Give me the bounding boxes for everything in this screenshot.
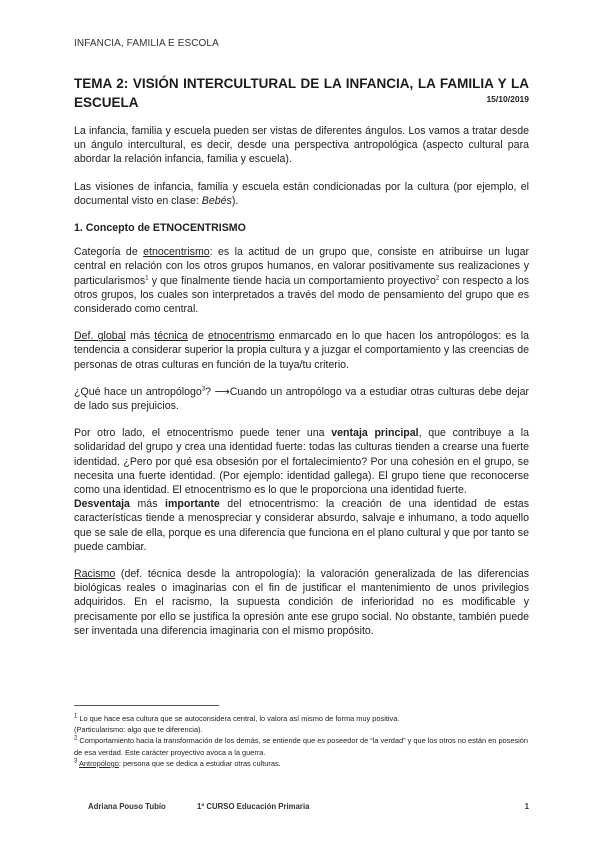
footnotes [74, 713, 529, 769]
advantage-paragraph [74, 426, 529, 497]
disadvantage-label: Desventaja [74, 498, 130, 511]
disadvantage-important: importante [165, 498, 220, 511]
footer-course: 1º CURSO Educación Primaria [197, 802, 310, 811]
page-number: 1 [524, 802, 529, 811]
footnote-2-text: Comportamiento hacia la transformación de los demás, se entiende que es poseedor de “la verdad” y que los otros no están en posesión de esa verdad. Este carácter proyectivo avoca a la guerra. [74, 736, 529, 757]
disadvantage-text-mas: más [129, 498, 166, 511]
racism-text: (def. técnica desde la antropología): la valoración generalizada de las diferencias biológicas reales o imaginarias con el fin de justificar el mantenimiento de unos privilegios adquiridos. En el racismo, la supuesta condición de inferioridad no es modificable y precisamente por ello se justifica la opresión ante ese grupo social. No obstante, también puede ser inventada una diferencia imaginaria con el mismo propósito. [74, 568, 529, 637]
footnote-1-text: Lo que hace esa cultura que se autoconsidera central, lo valora así mismo de forma muy positiva. [77, 714, 400, 723]
intro-paragraph-2-end: ). [231, 194, 239, 207]
title-block [74, 74, 529, 112]
document-body [74, 124, 529, 651]
category-text-a: Categoría de [74, 246, 144, 259]
category-text-c: y que finalmente tiende hacia un comportamiento proyectivo [148, 274, 436, 287]
category-text-b: : es la actitud de un grupo que, consiste en atribuirse un lugar central en relación con los otros grupos humanos, en valorar positivamente sus realizaciones y particularismos [74, 246, 529, 287]
advantage-text-a: Por otro lado, el etnocentrismo puede tener una [74, 427, 332, 440]
disadvantage-paragraph [74, 497, 529, 554]
footnote-2 [74, 735, 529, 757]
category-term: etnocentrismo [143, 246, 210, 259]
definition-text: enmarcado en lo que hacen los antropólogos: es la tendencia a considerar superior la propia cultura y a juzgar el comportamiento y las creencias de personas de otras culturas en función de la tuya/tu criterio. [74, 330, 529, 371]
category-text-d: con respecto a los otros grupos, los cuales son interpretados a través del modo de pensamiento del grupo que es considerado como central. [74, 274, 530, 316]
definition-text-de: de [187, 330, 209, 343]
definition-technical: técnica [154, 330, 188, 343]
footnote-3 [74, 758, 529, 769]
intro-paragraph-2 [74, 180, 529, 208]
advantage-label: ventaja principal [331, 427, 419, 440]
footnote-separator [74, 705, 219, 706]
definition-text-mas: más [125, 330, 155, 343]
question-text-b: ? ⟶Cuando un antropólogo va a estudiar otras culturas debe dejar de lado sus prejuicios. [74, 385, 529, 413]
definition-label: Def. global [74, 330, 126, 343]
running-header: INFANCIA, FAMILIA E ESCOLA [74, 38, 219, 49]
advantage-text-b: , que contribuye a la solidaridad del grupo y crea una identidad fuerte: todas las culturas tienden a crearse una fuerte identidad. ¿Pero por qué esa obsesión por el fortalecimiento? Por una cohesión en el grupo, se necesita una fuerte identidad. (Por ejemplo: identidad gallega). El grupo tiene que reconocerse como una identidad. El etnocentrismo es lo que le proporciona una identidad fuerte. [74, 427, 530, 497]
footer-author: Adriana Pouso Tubío [88, 802, 166, 811]
footnote-ref-3: 3 [201, 386, 206, 393]
footnote-ref-2: 2 [435, 275, 440, 282]
footnote-1-continued: (Particularismo: algo que te diferencia). [74, 725, 203, 735]
racism-term: Racismo [74, 568, 116, 581]
footnote-1 [74, 713, 529, 724]
film-title: Bebés [201, 194, 232, 207]
footnote-3-term: Antropólogo [79, 758, 119, 768]
intro-paragraph-1: La infancia, familia y escuela pueden ser vistas de diferentes ángulos. Los vamos a tratar desde un ángulo intercultural, es decir, desde una perspectiva antropológica (aspecto cultural para abordar la relación infancia, familia y escuela). [74, 125, 529, 166]
question-paragraph [74, 385, 529, 413]
definition-term: etnocentrismo [208, 330, 275, 343]
racism-paragraph [74, 567, 529, 638]
document-date: 15/10/2019 [486, 94, 529, 104]
footnote-2-mark: 2 [74, 735, 78, 742]
footnote-3-mark: 3 [74, 758, 78, 765]
section-heading: 1. Concepto de ETNOCENTRISMO [74, 222, 246, 235]
category-paragraph [74, 245, 529, 316]
intro-paragraph-2-text: Las visiones de infancia, familia y escuela están condicionadas por la cultura (por ejemplo, el documental visto en clase: [74, 180, 529, 207]
footnote-1-mark: 1 [74, 713, 78, 720]
footnote-3-text: : persona que se dedica a estudiar otras culturas. [118, 758, 281, 768]
definition-paragraph [74, 329, 529, 372]
question-text-a: ¿Qué hace un antropólogo [74, 385, 202, 398]
document-title: TEMA 2: VISIÓN INTERCULTURAL DE LA INFANCIA, LA FAMILIA Y LA ESCUELA [74, 76, 529, 110]
disadvantage-text: del etnocentrismo: la creación de una identidad de estas características tiende a menospreciar y considerar absurdo, salvaje e inhumano, a todo aquello que se sale de ella, porque es una diferencia que funciona en el plano cultural y que por tanto se puede cambiar. [74, 498, 529, 553]
footnote-ref-1: 1 [145, 275, 149, 282]
